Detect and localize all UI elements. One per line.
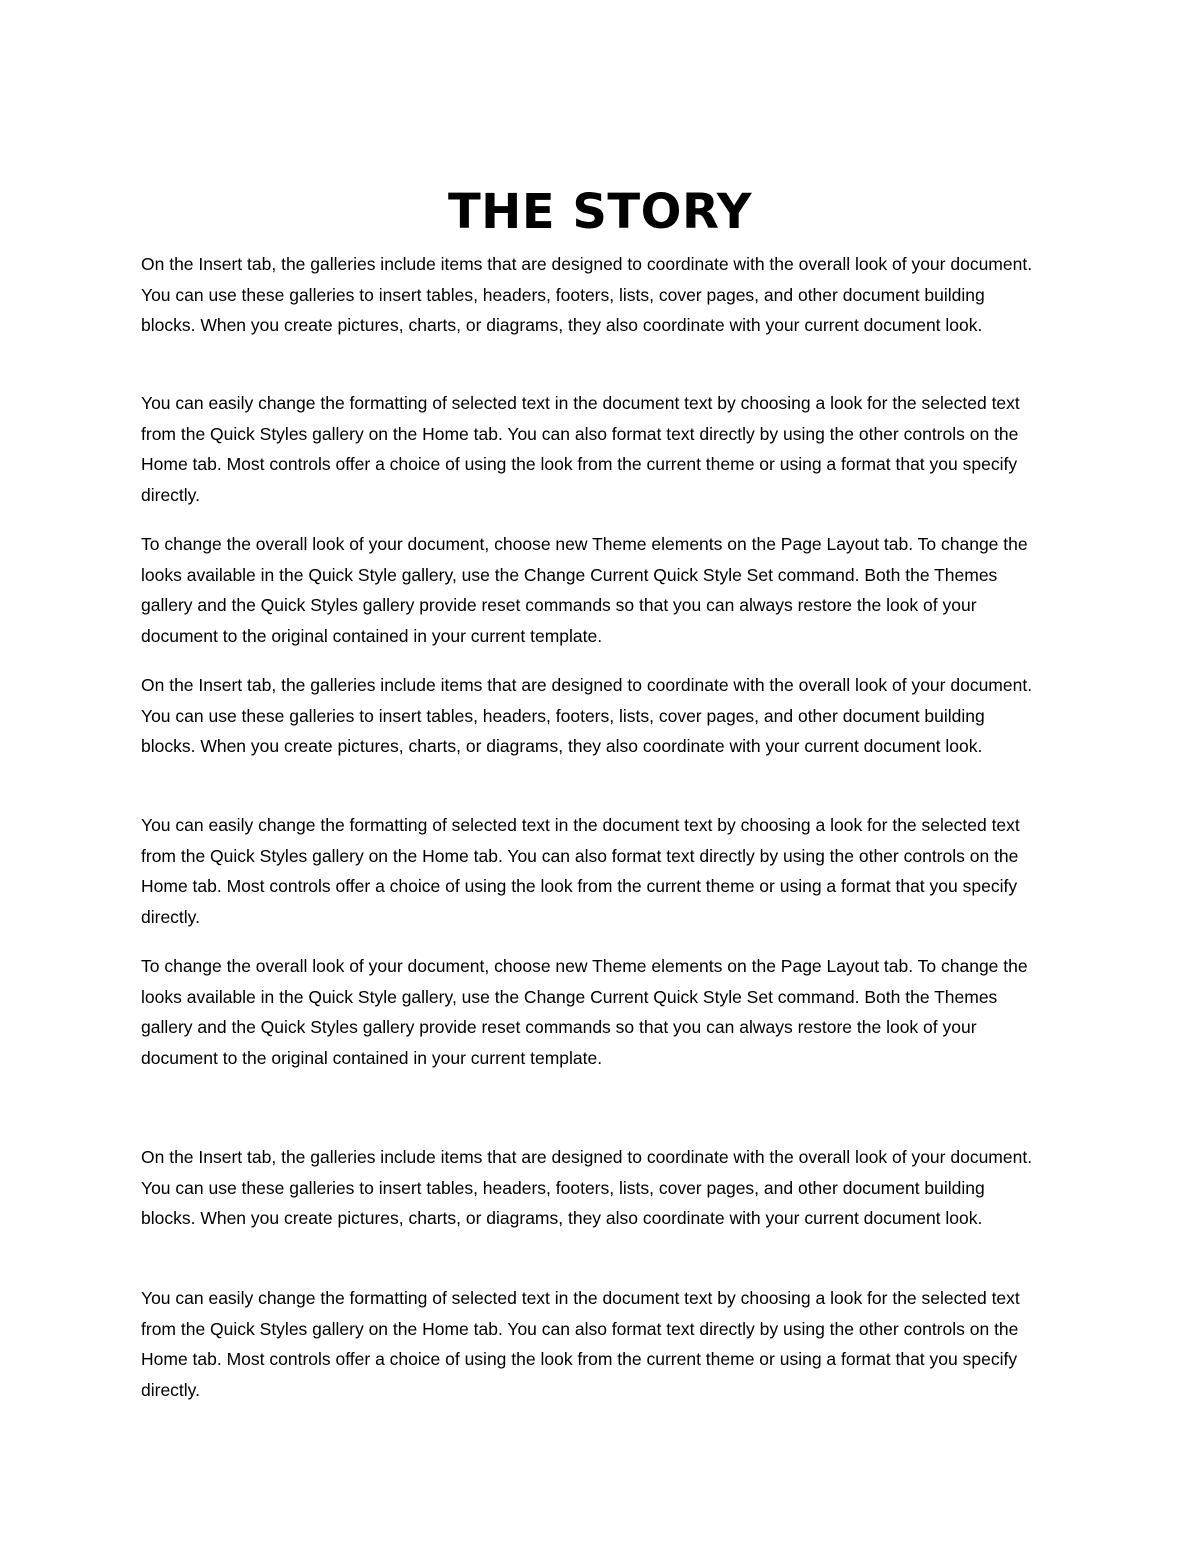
- paragraph: You can easily change the formatting of selected text in the document text by choosing a look for the selected text from the Quick Styles gallery on the Home tab. You can also format text directly by using the other controls on the Home tab. Most controls offer a choice of using the look from the current theme or using a format that you specify directly.: [141, 1288, 1020, 1400]
- paragraph: You can easily change the formatting of selected text in the document text by choosing a look for the selected text from the Quick Styles gallery on the Home tab. You can also format text directly by using the other controls on the Home tab. Most controls offer a choice of using the look from the current theme or using a format that you specify directly.: [141, 815, 1020, 927]
- paragraph: On the Insert tab, the galleries include items that are designed to coordinate with the overall look of your document. You can use these galleries to insert tables, headers, footers, lists, cover pages, and other document building blocks. When you create pictures, charts, or diagrams, they also coordinate with your current document look.: [141, 675, 1033, 756]
- paragraph: On the Insert tab, the galleries include items that are designed to coordinate with the overall look of your document. You can use these galleries to insert tables, headers, footers, lists, cover pages, and other document building blocks. When you create pictures, charts, or diagrams, they also coordinate with your current document look.: [141, 254, 1033, 335]
- document-title: THE STORY: [447, 184, 753, 241]
- paragraph: On the Insert tab, the galleries include items that are designed to coordinate with the overall look of your document. You can use these galleries to insert tables, headers, footers, lists, cover pages, and other document building blocks. When you create pictures, charts, or diagrams, they also coordinate with your current document look.: [141, 1147, 1033, 1228]
- paragraph: To change the overall look of your document, choose new Theme elements on the Page Layout tab. To change the looks available in the Quick Style gallery, use the Change Current Quick Style Set command. Both the Themes gallery and the Quick Styles gallery provide reset commands so that you can always restore the look of your document to the original contained in your current template.: [141, 534, 1028, 646]
- paragraph: To change the overall look of your document, choose new Theme elements on the Page Layout tab. To change the looks available in the Quick Style gallery, use the Change Current Quick Style Set command. Both the Themes gallery and the Quick Styles gallery provide reset commands so that you can always restore the look of your document to the original contained in your current template.: [141, 956, 1028, 1068]
- paragraph: You can easily change the formatting of selected text in the document text by choosing a look for the selected text from the Quick Styles gallery on the Home tab. You can also format text directly by using the other controls on the Home tab. Most controls offer a choice of using the look from the current theme or using a format that you specify directly.: [141, 393, 1020, 505]
